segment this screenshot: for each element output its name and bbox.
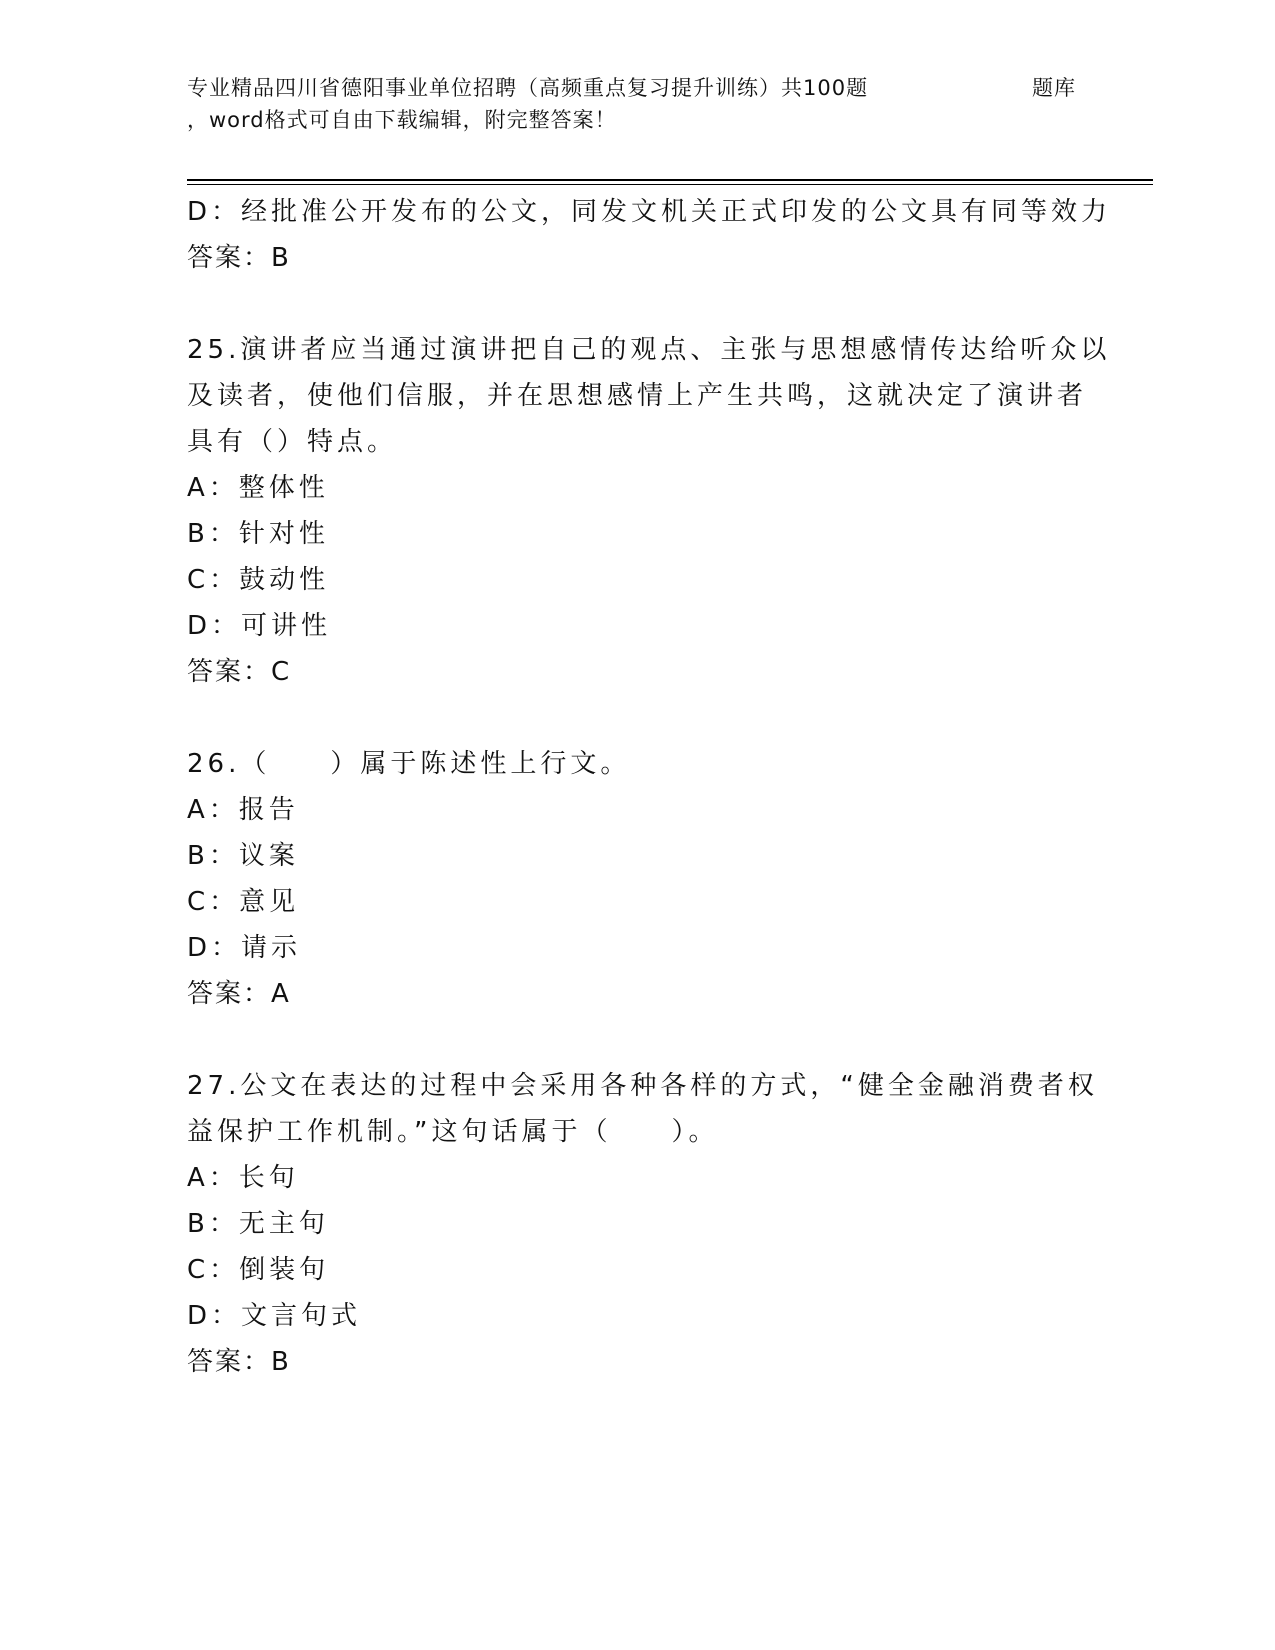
header-line-2: ，word格式可自由下载编辑，附完整答案！ [187,108,617,132]
page-header [187,72,1147,136]
option-d: D：可讲性 [187,611,332,641]
option-b: B：议案 [187,841,299,871]
option-a: A：报告 [187,795,299,825]
question-text-line: 及读者，使他们信服，并在思想感情上产生共鸣，这就决定了演讲者 [187,381,1088,411]
question-27 [187,1063,1098,1385]
question-text-line: 27.公文在表达的过程中会采用各种各样的方式，“健全金融消费者权 [187,1071,1098,1101]
question-text-line: 25.演讲者应当通过演讲把自己的观点、主张与思想感情传达给听众以 [187,335,1111,365]
option-b: B：无主句 [187,1209,329,1239]
answer: 答案：B [187,1347,291,1377]
option-c: C：倒装句 [187,1255,330,1285]
spacer [187,281,1087,327]
header-title: 专业精品四川省德阳事业单位招聘（高频重点复习提升训练）共100题 [187,76,869,100]
question-25 [187,327,1111,695]
option-a: A：整体性 [187,473,329,503]
spacer [187,1017,1087,1063]
spacer [187,695,1087,741]
option-c: C：鼓动性 [187,565,330,595]
question-text-line: 益保护工作机制。”这句话属于（ ）。 [187,1117,719,1147]
prev-option-d: D：经批准公开发布的公文，同发文机关正式印发的公文具有同等效力 [187,197,1112,227]
question-26 [187,741,1087,1017]
header-rule-thick [187,179,1153,181]
answer: 答案：C [187,657,292,687]
answer: 答案：A [187,979,291,1009]
question-text-line: 26.（ ）属于陈述性上行文。 [187,749,631,779]
option-c: C：意见 [187,887,300,917]
header-right-label: 题库 [1032,76,1076,100]
question-content [187,189,1112,1385]
question-text-line: 具有（）特点。 [187,427,398,457]
option-b: B：针对性 [187,519,329,549]
option-a: A：长句 [187,1163,299,1193]
option-d: D：请示 [187,933,302,963]
header-line-1 [187,72,1147,104]
header-rule-thin [187,184,1153,185]
option-d: D：文言句式 [187,1301,362,1331]
prev-answer: 答案：B [187,243,291,273]
